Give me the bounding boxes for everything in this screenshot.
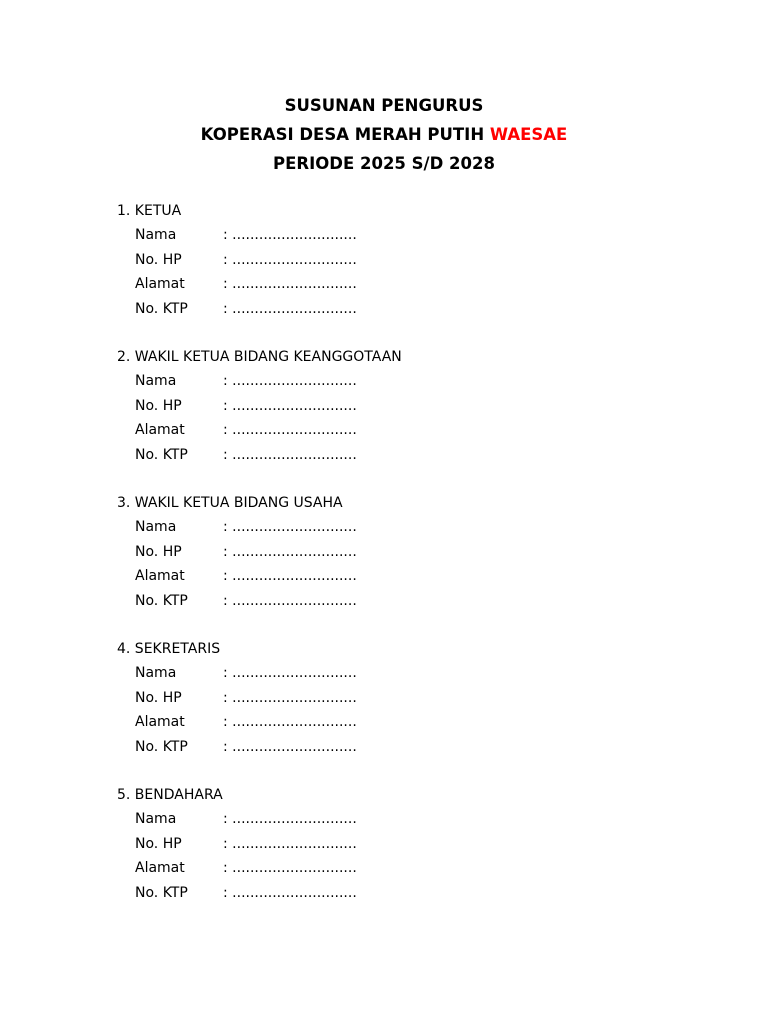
- field-blank: : ............................: [223, 373, 357, 390]
- field-blank: : ............................: [223, 738, 357, 755]
- section-heading: 4. SEKRETARIS: [117, 641, 221, 657]
- field-row-nama: [117, 515, 677, 539]
- section-wakil-ketua-keanggotaan: [117, 345, 677, 491]
- organization-name-prefix: KOPERASI DESA MERAH PUTIH: [200, 125, 485, 144]
- section-sekretaris: [117, 637, 677, 783]
- field-row-alamat: [117, 710, 677, 734]
- field-blank: : ............................: [223, 835, 357, 852]
- field-blank: : ............................: [223, 543, 357, 560]
- field-label: Nama: [135, 227, 177, 244]
- field-blank: : ............................: [223, 276, 357, 293]
- field-label: No. HP: [135, 251, 182, 268]
- field-row-nama: [117, 661, 677, 685]
- field-blank: : ............................: [223, 811, 357, 828]
- document-title: SUSUNAN PENGURUS: [284, 96, 484, 115]
- field-row-alamat: [117, 564, 677, 588]
- field-label: No. KTP: [135, 884, 188, 901]
- field-label: Alamat: [135, 276, 185, 293]
- section-heading: 3. WAKIL KETUA BIDANG USAHA: [117, 495, 343, 511]
- field-label: No. KTP: [135, 446, 188, 463]
- field-row-alamat: [117, 856, 677, 880]
- field-row-no-ktp: [117, 443, 677, 467]
- field-label: No. HP: [135, 543, 182, 560]
- field-row-no-hp: [117, 540, 677, 564]
- field-row-nama: [117, 369, 677, 393]
- field-label: No. KTP: [135, 738, 188, 755]
- field-label: Alamat: [135, 860, 185, 877]
- field-blank: : ............................: [223, 689, 357, 706]
- field-row-nama: [117, 223, 677, 247]
- document-header: [0, 91, 768, 178]
- field-blank: : ............................: [223, 300, 357, 317]
- section-wakil-ketua-usaha: [117, 491, 677, 637]
- section-heading: 5. BENDAHARA: [117, 787, 223, 803]
- field-label: Alamat: [135, 568, 185, 585]
- field-row-nama: [117, 807, 677, 831]
- field-blank: : ............................: [223, 665, 357, 682]
- section-heading: 1. KETUA: [117, 203, 182, 219]
- field-label: Alamat: [135, 714, 185, 731]
- field-blank: : ............................: [223, 592, 357, 609]
- organization-name: [0, 120, 768, 149]
- field-label: Alamat: [135, 422, 185, 439]
- field-blank: : ............................: [223, 884, 357, 901]
- field-row-alamat: [117, 418, 677, 442]
- field-label: No. HP: [135, 835, 182, 852]
- section-heading: 2. WAKIL KETUA BIDANG KEANGGOTAAN: [117, 349, 402, 365]
- field-blank: : ............................: [223, 422, 357, 439]
- field-label: Nama: [135, 665, 177, 682]
- field-blank: : ............................: [223, 227, 357, 244]
- field-blank: : ............................: [223, 251, 357, 268]
- field-row-no-ktp: [117, 589, 677, 613]
- member-sections: [117, 199, 677, 929]
- field-label: No. HP: [135, 689, 182, 706]
- field-row-no-hp: [117, 832, 677, 856]
- section-ketua: [117, 199, 677, 345]
- section-bendahara: [117, 783, 677, 929]
- field-blank: : ............................: [223, 519, 357, 536]
- field-row-no-ktp: [117, 735, 677, 759]
- organization-name-highlight: WAESAE: [489, 125, 568, 144]
- field-label: Nama: [135, 373, 177, 390]
- field-label: No. KTP: [135, 592, 188, 609]
- field-blank: : ............................: [223, 860, 357, 877]
- field-label: Nama: [135, 519, 177, 536]
- field-blank: : ............................: [223, 397, 357, 414]
- field-blank: : ............................: [223, 446, 357, 463]
- field-row-no-ktp: [117, 881, 677, 905]
- field-row-no-ktp: [117, 297, 677, 321]
- period-line: PERIODE 2025 S/D 2028: [273, 154, 495, 173]
- field-row-alamat: [117, 272, 677, 296]
- field-row-no-hp: [117, 248, 677, 272]
- field-label: Nama: [135, 811, 177, 828]
- field-row-no-hp: [117, 686, 677, 710]
- field-row-no-hp: [117, 394, 677, 418]
- field-label: No. HP: [135, 397, 182, 414]
- field-blank: : ............................: [223, 568, 357, 585]
- field-blank: : ............................: [223, 714, 357, 731]
- field-label: No. KTP: [135, 300, 188, 317]
